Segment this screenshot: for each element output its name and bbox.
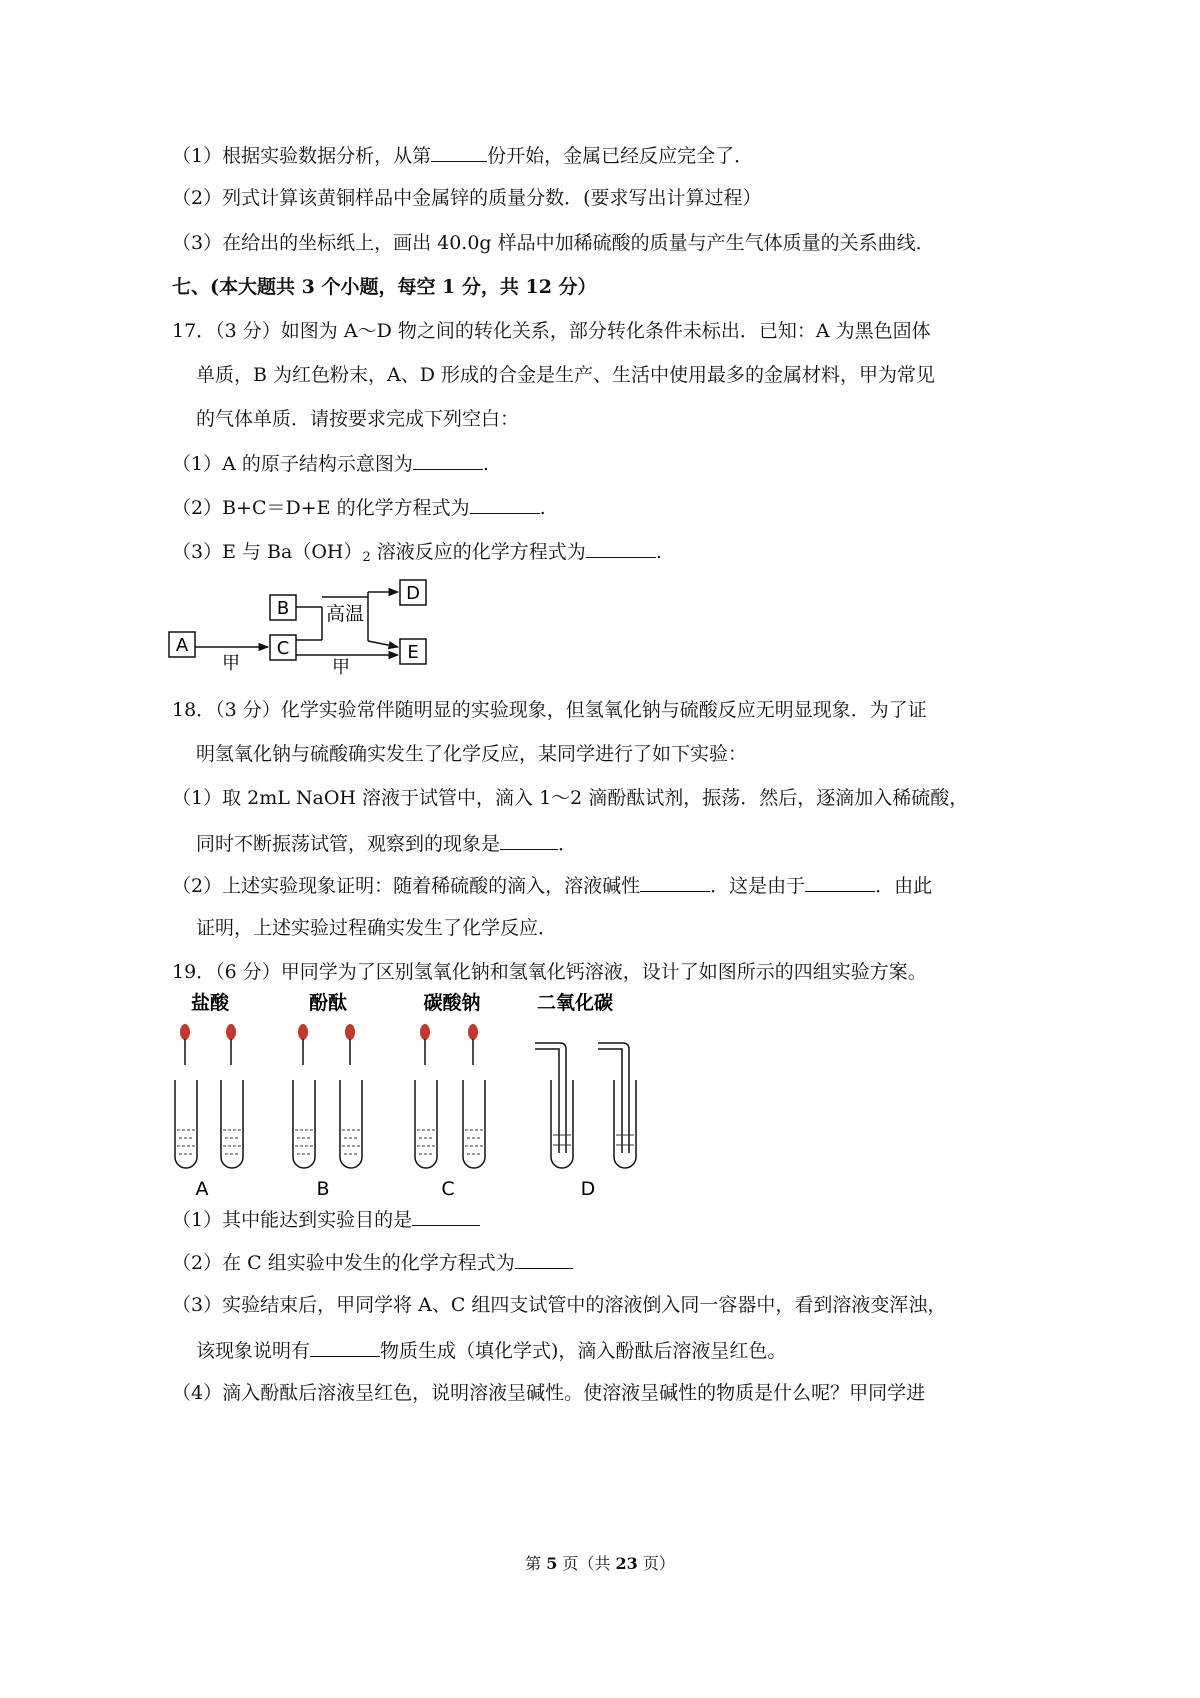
node-e-label: E [407,642,419,663]
page-footer: 第 5 页（共 23 页） [525,1554,675,1573]
q17-part2: （2）B+C＝D+E 的化学方程式为 . [172,493,546,521]
reagent-label-phenolphthalein: 酚酞 [308,992,348,1014]
answer-blank[interactable] [431,141,487,162]
condition-high-temp-label: 高温 [325,603,365,625]
liquid [295,1130,313,1154]
node-d-label: D [406,583,420,604]
liquid [177,1130,195,1154]
liquid [616,1135,634,1145]
answer-blank[interactable] [805,871,875,892]
gas-delivery-tube [535,1049,559,1153]
q18-part2-line2: 证明，上述实验过程确实发生了化学反应． [196,917,558,939]
q18-part1-line1: （1）取 2mL NaOH 溶液于试管中，滴入 1～2 滴酚酞试剂，振荡．然后，逐滴加入稀硫酸， [172,787,969,809]
q19-part1: （1）其中能达到实验目的是 [172,1205,480,1233]
q19-part4: （4）滴入酚酞后溶液呈红色，说明溶液呈碱性。使溶液呈碱性的物质是什么呢？甲同学进 [172,1382,926,1404]
q16-part1: （1）根据实验数据分析，从第 份开始，金属已经反应完全了． [172,141,753,169]
section-heading: 七、(本大题共 3 个小题，每空 1 分，共 12 分） [172,276,597,298]
q19-part3-line2: 该现象说明有 物质生成（填化学式)，滴入酚酞后溶液呈红色。 [196,1336,786,1364]
liquid [465,1130,483,1154]
test-tube [551,1080,573,1168]
reagent-label-co2: 二氧化碳 [536,992,614,1014]
test-tube [221,1080,243,1168]
group-label-d: D [580,1178,596,1200]
liquid [417,1130,435,1154]
node-a-label: A [175,635,189,656]
test-tube [614,1080,636,1168]
reagent-label-hcl: 盐酸 [190,992,230,1014]
liquid [223,1130,241,1154]
test-tube [415,1080,437,1168]
answer-blank[interactable] [500,829,558,850]
group-a-droppers [180,1024,236,1065]
q19-part3-line1: （3）实验结束后，甲同学将 A、C 组四支试管中的溶液倒入同一容器中，看到溶液变浑浊， [172,1294,947,1316]
test-tube [175,1080,197,1168]
test-tube [463,1080,485,1168]
group-label-a: A [195,1178,209,1200]
test-tube [293,1080,315,1168]
q18-part1-line2: 同时不断振荡试管，观察到的现象是 ． [196,829,577,857]
q16-part3: （3）在给出的坐标纸上，画出 40.0g 样品中加稀硫酸的质量与产生气体质量的关系曲线． [172,232,935,254]
answer-blank[interactable] [640,871,710,892]
q18-intro-line2: 明氢氧化钠与硫酸确实发生了化学反应，某同学进行了如下实验： [196,743,748,765]
page-total: 23 [615,1554,638,1573]
answer-blank[interactable] [586,537,656,558]
page-number: 5 [546,1554,558,1573]
q17-intro-line3: 的气体单质．请按要求完成下列空白： [196,408,520,430]
conversion-diagram [165,575,455,675]
answer-blank[interactable] [470,493,540,514]
q17-part1: （1）A 的原子结构示意图为 . [172,449,489,477]
group-label-b: B [316,1178,330,1200]
q19-part2: （2）在 C 组实验中发生的化学方程式为 [172,1248,573,1276]
q18-part2-line1: （2）上述实验现象证明：随着稀硫酸的滴入，溶液碱性 ．这是由于 ．由此 [172,871,932,899]
reagent-jia-label-1: 甲 [222,653,240,674]
q19-intro: 19．（6 分）甲同学为了区别氢氧化钠和氢氧化钙溶液，设计了如图所示的四组实验方案。 [172,961,927,983]
group-c-droppers [420,1024,478,1065]
answer-blank[interactable] [515,1248,573,1269]
q18-intro-line1: 18．（3 分）化学实验常伴随明显的实验现象，但氢氧化钠与硫酸反应无明显现象．为了证 [172,699,927,721]
gas-delivery-tube [598,1049,622,1153]
node-b-label: B [276,598,290,619]
q16-part2: （2）列式计算该黄铜样品中金属锌的质量分数．(要求写出计算过程） [172,187,762,209]
node-c-label: C [276,638,290,659]
answer-blank[interactable] [413,449,483,470]
answer-blank[interactable] [310,1336,380,1357]
liquid [553,1135,571,1145]
group-label-c: C [441,1178,455,1200]
q17-intro-line2: 单质，B 为红色粉末，A、D 形成的合金是生产、生活中使用最多的金属材料，甲为常见 [196,364,935,386]
q17-intro-line1: 17．（3 分）如图为 A～D 物之间的转化关系，部分转化条件未标出．已知：A 为黑色固体 [172,320,931,342]
arrow-split-to-e [368,641,398,647]
reagent-label-na2co3: 碳酸钠 [423,992,481,1014]
test-tube [340,1080,362,1168]
group-b-droppers [298,1024,355,1065]
test-tube-figure [160,985,660,1200]
q17-part3: （3）E 与 $Ba(OH)_2$ 溶液反应的化学方程式为 . [172,537,662,571]
answer-blank[interactable] [412,1205,480,1226]
reagent-jia-label-2: 甲 [332,657,350,675]
liquid [342,1130,360,1154]
